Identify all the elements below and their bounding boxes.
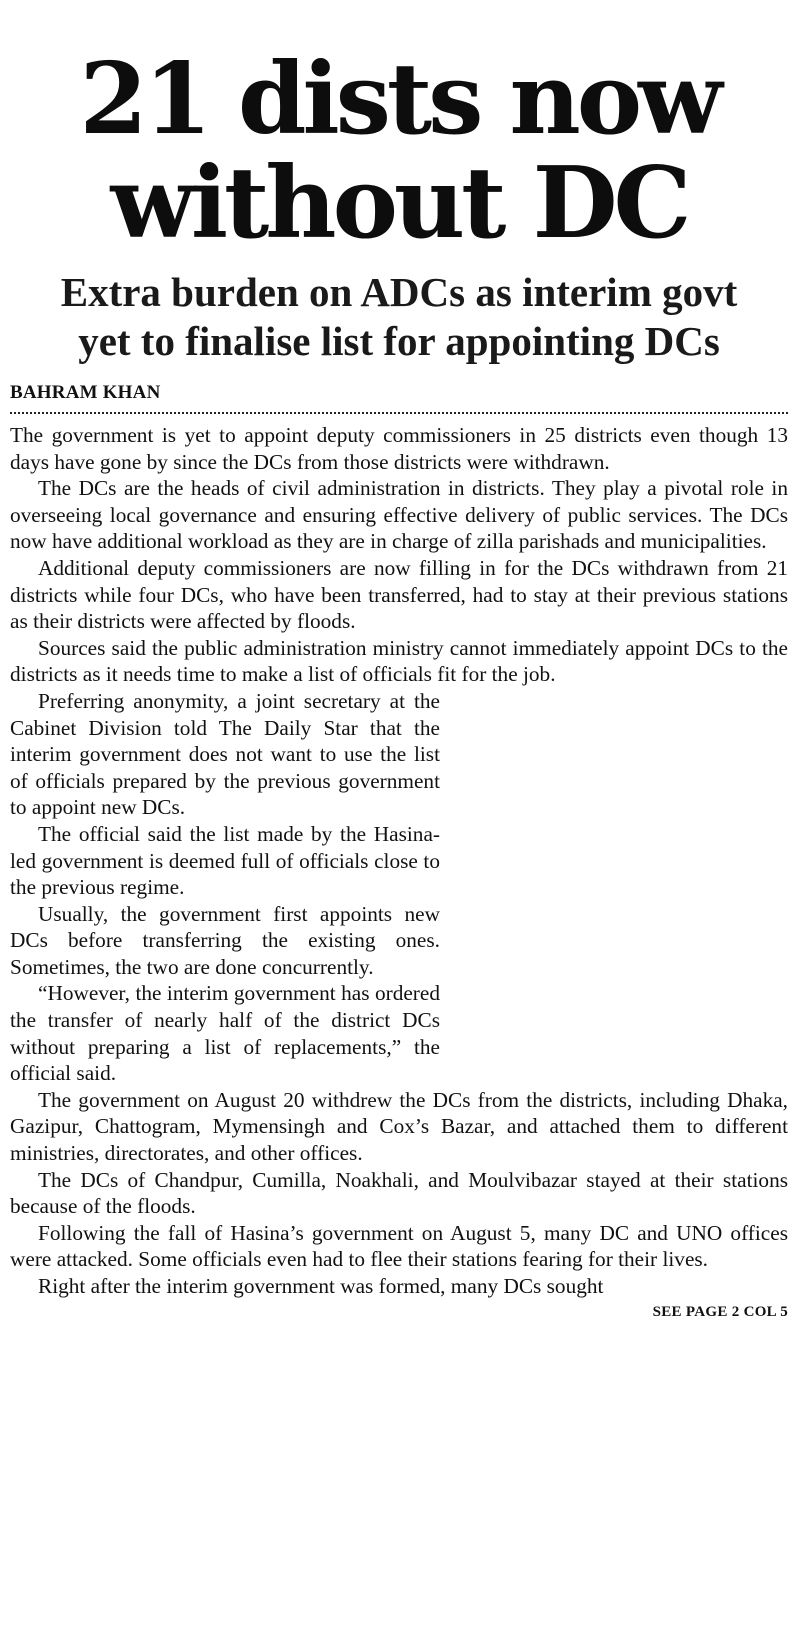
headline-line-2: without DC: [110, 146, 688, 261]
paragraph: “However, the interim government has ordered the transfer of nearly half of the district DCs without preparing a list of replacements,” the official said.: [10, 981, 440, 1086]
paragraph: The government is yet to appoint deputy commissioners in 25 districts even though 13 days have gone by since the DCs from those districts were withdrawn.: [10, 423, 788, 474]
news-article: [10, 0, 788, 1321]
paragraph: Additional deputy commissioners are now filling in for the DCs withdrawn from 21 districts while four DCs, who have been transferred, had to stay at their previous stations as their districts were affected by floods.: [10, 555, 788, 634]
paragraph: The DCs of Chandpur, Cumilla, Noakhali, and Moulvibazar stayed at their stations because of the floods.: [10, 1167, 788, 1219]
continuation-jump: SEE PAGE 2 COL 5: [652, 1303, 788, 1320]
paragraph: Preferring anonymity, a joint secretary at the Cabinet Division told The Daily Star that the interim government does not want to use the list of officials prepared by the previous government to appoint new DCs.: [10, 688, 440, 820]
paragraph: Following the fall of Hasina’s government on August 5, many DC and UNO offices were attacked. Some officials even had to flee their stations fearing for their lives.: [10, 1220, 788, 1272]
article-body: [10, 422, 788, 1300]
paragraph: The government on August 20 withdrew the DCs from the districts, including Dhaka, Gazipur, Chattogram, Mymensingh and Cox’s Bazar, and attached them to different ministries, directorates, and other offices.: [10, 1087, 788, 1166]
paragraph: Sources said the public administration ministry cannot immediately appoint DCs to the districts as it needs time to make a list of officials fit for the job.: [10, 635, 788, 687]
headline: [10, 42, 788, 261]
dotted-divider: [10, 412, 788, 414]
subheadline: [10, 268, 788, 366]
paragraph: Usually, the government first appoints new DCs before transferring the existing ones. Sometimes, the two are done concurrently.: [10, 901, 440, 979]
paragraph: The official said the list made by the Hasina-led government is deemed full of officials close to the previous regime.: [10, 821, 440, 900]
headline-line-1: 21 dists now: [79, 42, 719, 157]
paragraph: Right after the interim government was formed, many DCs sought: [38, 1274, 604, 1298]
byline: BAHRAM KHAN: [10, 382, 161, 403]
subheadline-line-1: Extra burden on ADCs as interim govt: [60, 269, 738, 315]
paragraph: The DCs are the heads of civil administration in districts. They play a pivotal role in overseeing local governance and ensuring effective delivery of public services. The DCs now have additional workload as they are in charge of zilla parishads and municipalities.: [10, 476, 788, 554]
subheadline-line-2: yet to finalise list for appointing DCs: [78, 318, 720, 364]
